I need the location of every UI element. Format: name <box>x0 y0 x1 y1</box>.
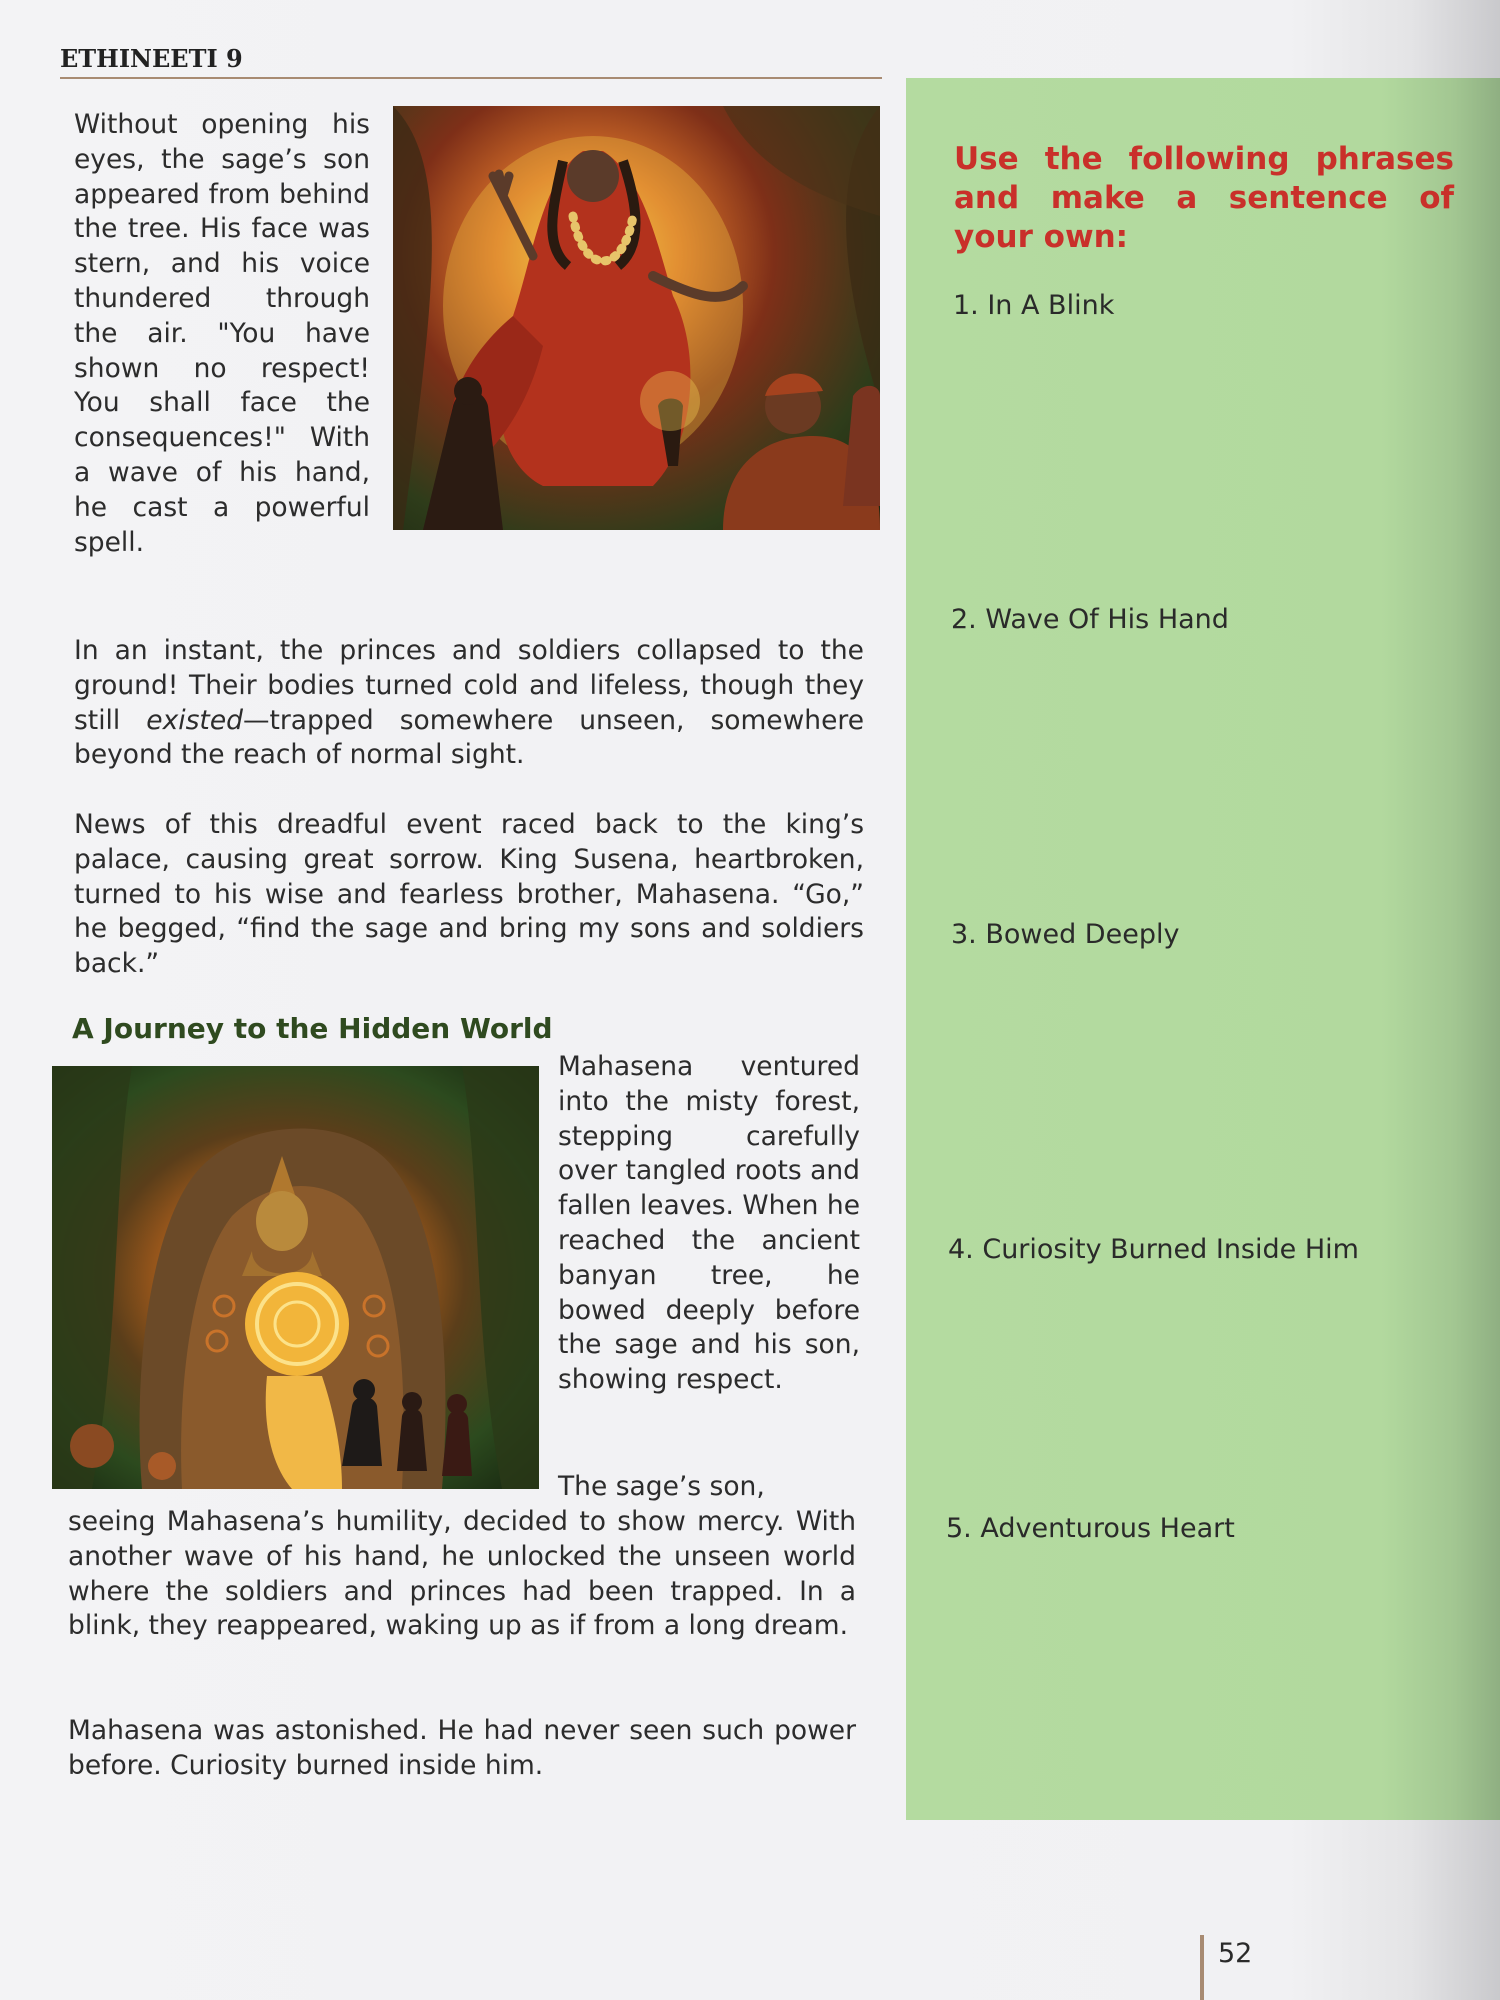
story-paragraph-3: News of this dreadful event raced back to the king’s palace, causing great sorrow. King Susena, heartbroken, turned to his wise and fearless brother, Mahasena. “Go,” he begged, “find the sage and bring my sons and soldiers back.” <box>74 809 864 980</box>
page-number-divider <box>1200 1935 1204 2000</box>
exercise-instruction: Use the following phrases and make a sentence of your own: <box>954 141 1454 255</box>
story-paragraph-2-text-a: In an instant, the princes and soldiers collapsed to the ground! Their bodies turned cold and lifeless, though they still <box>74 635 864 736</box>
page-header: ETHINEETI 9 <box>60 44 243 73</box>
page-number: 52 <box>1218 1938 1253 1969</box>
story-paragraph-2-italic-word: existed <box>146 704 243 736</box>
exercise-phrase-2: 2. Wave Of His Hand <box>951 604 1229 635</box>
exercise-phrase-3: 3. Bowed Deeply <box>951 919 1180 950</box>
story-paragraph-2 <box>74 634 864 773</box>
story-paragraph-2-text-b: —trapped somewhere unseen, somewhere beyond the reach of normal sight. <box>74 704 864 771</box>
header-divider <box>60 77 882 79</box>
story-paragraph-1: Without opening his eyes, the sage’s son appeared from behind the tree. His face was stern, and his voice thundered through the air. "You have shown no respect! You shall face the consequences!" With a wave of his hand, he cast a powerful spell. <box>74 109 370 558</box>
illustration-sage-son-casting-spell <box>393 106 880 530</box>
exercise-phrase-5: 5. Adventurous Heart <box>946 1513 1235 1544</box>
story-paragraph-6: Mahasena was astonished. He had never seen such power before. Curiosity burned inside him. <box>68 1715 856 1781</box>
illustration-banyan-tree-portal <box>52 1066 539 1489</box>
story-paragraph-5: seeing Mahasena’s humility, decided to show mercy. With another wave of his hand, he unlocked the unseen world where the soldiers and princes had been trapped. In a blink, they reappeared, waking up as if from a long dream. <box>68 1506 856 1642</box>
section-heading: A Journey to the Hidden World <box>72 1012 553 1045</box>
exercise-phrase-1: 1. In A Blink <box>953 290 1115 321</box>
exercise-phrase-4: 4. Curiosity Burned Inside Him <box>948 1234 1359 1265</box>
story-paragraph-4: Mahasena ventured into the misty forest, stepping carefully over tangled roots and fallen leaves. When he reached the ancient banyan tree, he bowed deeply before the sage and his son, showing respect. <box>558 1051 860 1396</box>
story-paragraph-5-first-line: The sage’s son, <box>558 1471 765 1502</box>
